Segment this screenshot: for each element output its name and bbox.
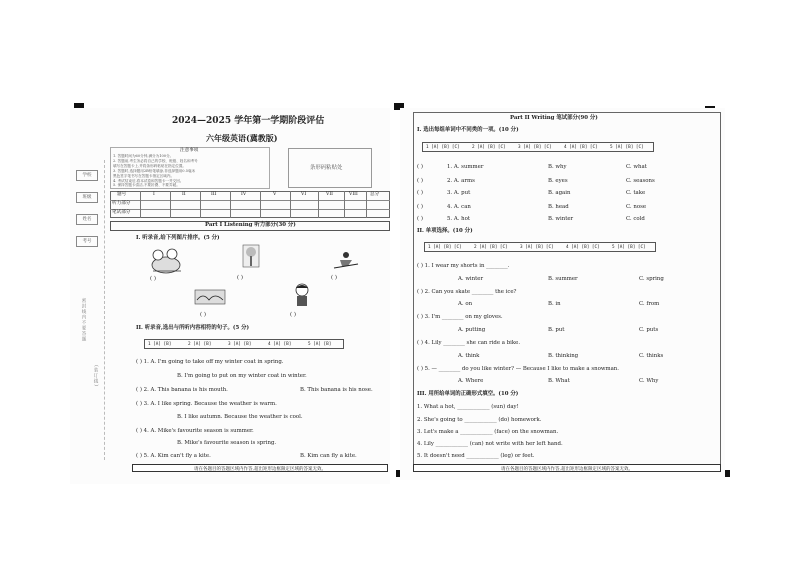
option-b: B. put [548,327,565,333]
score-header: 总分 [370,192,380,197]
score-table-border [110,191,390,218]
answer-option-group[interactable]: 4 [A] [B] [268,342,292,347]
answer-option-group[interactable]: 2 [A] [B] [C] [472,145,506,150]
score-table-rule [366,191,367,218]
r-q3-title: III. 用所给单词的正确形式填空。(10 分) [417,391,519,397]
option-a: A. putting [458,327,486,333]
picture-answer-paren[interactable]: ( ) [237,275,243,281]
answer-option-group[interactable]: 1 [A] [B] [C] [426,145,460,150]
left-footer [132,464,388,472]
option-b: B. summer [548,276,578,282]
fill-blank-item[interactable]: 2. She's going to ____________ (do) homework. [417,417,542,423]
l-q2-item-b: B. I'm going to put on my winter coat in winter. [177,373,307,379]
l-q2-item-b: B. Mike's favourite season is spring. [177,440,277,446]
answer-option-group[interactable]: 5 [A] [B] [C] [610,145,644,150]
l-q2-answer-bar [144,339,344,349]
garden-picture [193,286,227,308]
note-line: 4. 考试结束后,将本试卷和答题卡一并交回。 [113,179,184,183]
l-q2-item-a: ( ) 2. A. This banana is his mouth. [136,387,228,393]
note-line: 2. 答题前,考生务必将自己的学校、班级、姓名和考号 [113,159,198,163]
q2-stem: ( ) 1. I wear my shorts in ________. [417,263,510,269]
exam-title: 2024—2025 学年第一学期阶段评估 [172,116,325,126]
score-table-rule [170,191,171,218]
score-header: II [182,192,186,197]
option-b: B. What [548,378,570,384]
side-label-class: 班级 [76,192,98,203]
option-b: B. head [548,204,569,210]
l-q2-item-b: B. Kim can fly a kite. [300,453,357,459]
fill-blank-item[interactable]: 4. Lily ____________ (can) not write with her left hand. [417,441,563,447]
q2-stem: ( ) 3. I'm ________ on my gloves. [417,314,503,320]
l-q1-title: I. 听录音,给下列图片排序。(5 分) [136,235,220,241]
l-q2-item-a: ( ) 4. A. Mike's favourite season is summer. [136,428,254,434]
score-header: V [273,192,277,197]
option-b: B. in [548,301,561,307]
answer-option-group[interactable]: 2 [A] [B] [188,342,212,347]
binding-line [104,160,105,460]
answer-paren[interactable]: ( ) [417,178,423,184]
score-table-rule [230,191,231,218]
answer-option-group[interactable]: 3 [A] [B] [C] [518,145,552,150]
score-table-rule [110,200,390,201]
option-a: 1. A. summer [447,164,484,170]
answer-option-group[interactable]: 5 [A] [B] [308,342,332,347]
option-c: C. spring [639,276,664,282]
option-b: B. winter [548,216,574,222]
option-c: C. puts [639,327,659,333]
score-header: VII [326,192,333,197]
option-c: C. cold [626,216,645,222]
score-header: III [211,192,217,197]
answer-option-group[interactable]: 2 [A] [B] [C] [474,245,508,250]
q2-stem: ( ) 4. Lily ________ she can ride a bike. [417,340,521,346]
note-line: 5. 保持答题卡清洁,不要折叠、不要弄破。 [113,183,180,187]
option-a: A. Where [458,378,484,384]
score-header: IV [241,192,247,197]
option-b: B. eyes [548,178,568,184]
note-line: 填写在答题卡上,并将条形码粘贴在指定位置。 [113,164,187,168]
seal-line-note: 密封线内不要答题 [81,298,86,342]
notes-title: 注意事项 [180,148,199,153]
option-a: 4. A. can [447,204,471,210]
option-a: 3. A. put [447,190,471,196]
fill-blank-item[interactable]: 1. What a hot, ____________ (sun) day! [417,404,519,410]
score-header: I [153,192,155,197]
l-q2-item-a: ( ) 3. A. I like spring. Because the weather is warm. [136,401,277,407]
score-table-rule [344,191,345,218]
answer-paren[interactable]: ( ) [417,204,423,210]
option-b: B. thinking [548,353,579,359]
skier-picture [330,250,360,272]
option-c: C. seasons [626,178,655,184]
fill-blank-item[interactable]: 3. Let's make a ____________ (face) on the snowman. [417,429,559,435]
fill-blank-item[interactable]: 5. It doesn't need ____________ (leg) or feet. [417,453,535,459]
score-row-label: 笔试部分 [112,210,131,215]
side-label-name: 姓名 [76,214,98,225]
note-line: 1. 答题时间为60分钟,满分为100分。 [113,154,174,158]
l-q2-item-a: ( ) 5. A. Kim can't fly a kite. [136,453,211,459]
side-label-school: 学校 [76,170,98,181]
answer-paren[interactable]: ( ) [417,190,423,196]
answer-paren[interactable]: ( ) [417,216,423,222]
picture-answer-paren[interactable]: ( ) [150,276,156,282]
answer-option-group[interactable]: 3 [A] [B] [C] [520,245,554,250]
option-b: B. why [548,164,567,170]
exam-subtitle: 六年级英语(冀教版) [206,133,278,143]
score-table-rule [260,191,261,218]
option-b: B. again [548,190,571,196]
l-q2-item-b: B. I like autumn. Because the weather is cool. [177,414,303,420]
option-c: C. nose [626,204,647,210]
option-c: C. what [626,164,647,170]
r-q2-title: II. 单项选择。(10 分) [417,228,473,234]
l-q2-item-b: B. This banana is his nose. [300,387,373,393]
q2-stem: ( ) 2. Can you skate ________ the ice? [417,289,517,295]
note-line: 黑色签字笔书写在答题卡指定区域内。 [113,174,175,178]
score-header: VI [301,192,307,197]
picture-answer-paren[interactable]: ( ) [290,312,296,318]
score-table-rule [200,191,201,218]
score-header: 题号 [117,192,127,197]
left-footer-text: 请在各题目的答题区域内作答,超出矩形边框限定区域的答案无效。 [194,467,326,472]
answer-option-group[interactable]: 4 [A] [B] [C] [566,245,600,250]
score-row-label: 听力部分 [112,201,131,206]
l-q2-item-a: ( ) 1. A. I'm going to take off my winter coat in spring. [136,359,284,365]
answer-option-group[interactable]: 1 [A] [B] [C] [428,245,462,250]
option-c: C. Why [639,378,659,384]
option-a: A. think [458,353,480,359]
part1-title: Part I Listening 听力部分(30 分) [205,222,296,228]
option-c: C. from [639,301,660,307]
score-table-rule [290,191,291,218]
picture-answer-paren[interactable]: ( ) [200,312,206,318]
option-a: A. on [458,301,473,307]
option-c: C. thinks [639,353,664,359]
answer-paren[interactable]: ( ) [417,164,423,170]
answer-option-group[interactable]: 5 [A] [B] [C] [612,245,646,250]
barcode-label: 条形码粘贴处 [310,165,343,171]
part2-title: Part II Writing 笔试部分(90 分) [510,115,598,121]
answer-option-group[interactable]: 3 [A] [B] [228,342,252,347]
right-footer-text: 请在各题目的答题区域内作答,超出矩形边框限定区域的答案无效。 [501,467,633,472]
snowman-picture [148,245,188,275]
option-c: C. take [626,190,646,196]
right-footer [413,464,721,472]
flower-tree-picture [240,242,262,272]
score-table-rule [140,191,141,218]
answer-option-group[interactable]: 1 [A] [B] [148,342,172,347]
option-a: A. winter [458,276,484,282]
r-q1-title: I. 选出每组单词中不同类的一项。(10 分) [417,127,519,133]
answer-option-group[interactable]: 4 [A] [B] [C] [564,145,598,150]
option-a: 5. A. hot [447,216,471,222]
score-header: VIII [349,192,358,197]
side-label-exam-no: 考号 [76,236,98,247]
score-table-rule [110,209,390,210]
q2-stem: ( ) 5. — ________ do you like winter? — Because I like to make a snowman. [417,366,619,372]
r-q1-answer-bar [422,142,654,152]
binding-line-note: (装订线) [93,365,98,388]
boy-picture [290,282,316,310]
r-q2-answer-bar [424,242,656,252]
note-line: 3. 答题时,选择题用2B铅笔填涂,非选择题用0.5毫米 [113,169,196,173]
score-table-rule [318,191,319,218]
option-a: 2. A. arms [447,178,475,184]
picture-answer-paren[interactable]: ( ) [331,275,337,281]
l-q2-title: II. 听录音,选出与所听内容相符的句子。(5 分) [136,325,250,331]
